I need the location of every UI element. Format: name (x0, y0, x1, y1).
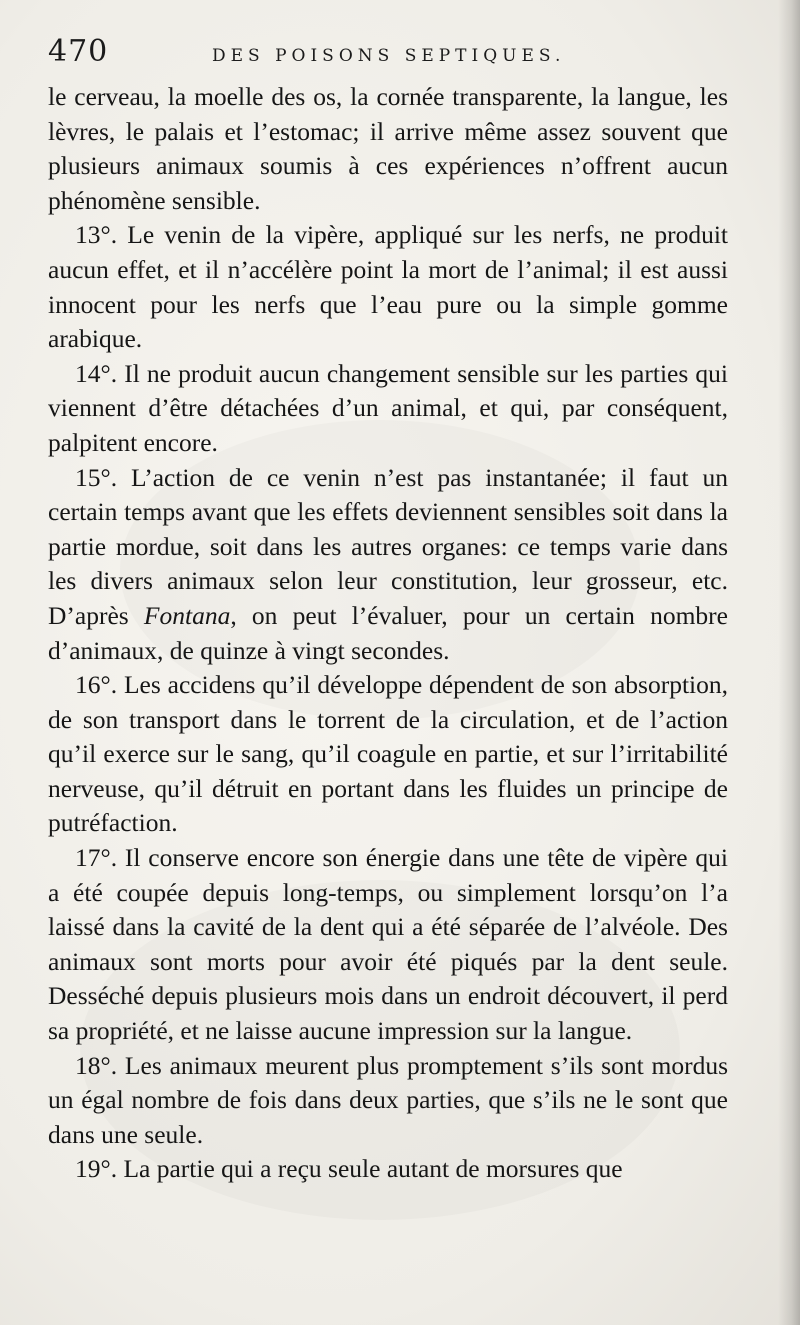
paragraph-p18 (48, 1049, 728, 1153)
paragraph-number: 18°. (75, 1050, 118, 1080)
paragraph-p19 (48, 1152, 728, 1187)
paragraph-text: Il ne produit aucun changement sensible sur les parties qui viennent d’être détachées d’un animal, et qui, par conséquent, palpitent encore. (48, 358, 728, 457)
paragraph-text: Les animaux meurent plus promptement s’ils sont mordus un égal nombre de fois dans deux parties, que s’ils ne le sont que dans une seule. (48, 1050, 728, 1149)
paragraph-number: 16°. (75, 670, 118, 700)
italic-name: Fontana (143, 600, 231, 630)
paragraph-p12-end (48, 80, 728, 218)
paragraph-text: le cerveau, la moelle des os, la cornée transparente, la langue, les lèvres, le palais et l’estomac; il arrive même assez souvent que plusieurs animaux soumis à ces expériences n’offrent aucun phénomène sensible. (48, 82, 728, 215)
paragraph-p17 (48, 841, 728, 1049)
paragraph-text: L’action de ce venin n’est pas instantanée; il faut un certain temps avant que les effets deviennent sensibles soit dans la partie mordue, soit dans les autres organes: ce temps varie dans les divers animaux selon leur constitution, leur grosseur, etc. D’après (48, 462, 728, 630)
paragraph-text: La partie qui a reçu seule autant de morsures que (117, 1154, 623, 1184)
paragraph-p14 (48, 357, 728, 461)
page-number: 470 (48, 34, 109, 69)
paragraph-text-continued: , on peut l’évaluer, pour un certain nombre d’animaux, de quinze à vingt secondes. (48, 600, 728, 665)
paragraph-text: Le venin de la vipère, appliqué sur les nerfs, ne produit aucun effet, et il n’accélère point la mort de l’animal; il est aussi innocent pour les nerfs que l’eau pure ou la simple gomme arabique. (48, 220, 728, 354)
page-edge-shadow (778, 0, 800, 1325)
body-text (48, 80, 728, 1187)
paragraph-p15 (48, 461, 728, 669)
paragraph-number: 14°. (75, 358, 118, 388)
running-head (48, 30, 728, 80)
paragraph-text: Les accidens qu’il développe dépendent de son absorption, de son transport dans le torrent de la circulation, et de l’action qu’il exerce sur le sang, qu’il coagule en partie, et sur l’irritabilité nerveuse, qu’il détruit en portant dans les fluides un principe de putréfaction. (48, 670, 728, 838)
paragraph-number: 15°. (75, 462, 118, 492)
paragraph-number: 19°. (75, 1154, 118, 1184)
paragraph-p13 (48, 218, 728, 356)
running-title: DES POISONS SEPTIQUES. (212, 46, 566, 66)
paragraph-text: Il conserve encore son énergie dans une tête de vipère qui a été coupée depuis long-temps, ou simplement lorsqu’on l’a laissé dans la cavité de la dent qui a été séparée de l’alvéole. Des animaux sont morts pour avoir été piqués par la dent seule. Desséché depuis plusieurs mois dans un endroit découvert, il perd sa propriété, et ne laisse aucune impression sur la langue. (48, 843, 728, 1046)
paragraph-p16 (48, 668, 728, 841)
paragraph-number: 13°. (75, 220, 118, 250)
paragraph-number: 17°. (75, 843, 118, 873)
